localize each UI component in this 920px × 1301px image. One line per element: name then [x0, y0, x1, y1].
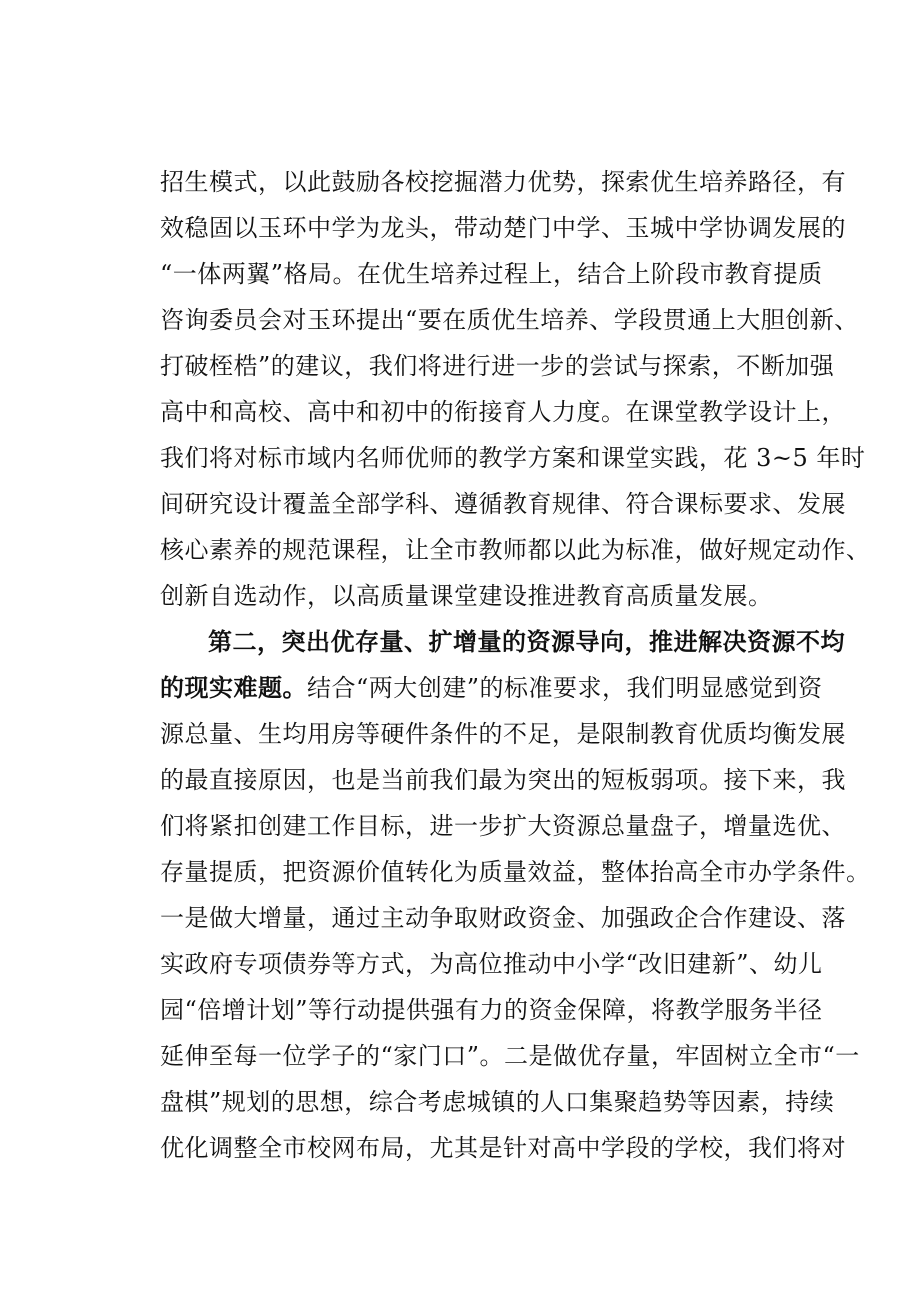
- section-heading-line: 第二，突出优存量、扩增量的资源导向，推进解决资源不均: [208, 627, 845, 656]
- paragraph-text: 结合“两大创建”的标准要求，我们明显感觉到资: [307, 674, 823, 702]
- paragraph-line: 效稳固以玉环中学为龙头，带动楚门中学、玉城中学协调发展的: [160, 214, 846, 242]
- paragraph-line-mixed: [160, 666, 823, 710]
- paragraph-line: 源总量、生均用房等硬件条件的不足，是限制教育优质均衡发展: [160, 720, 846, 748]
- paragraph-line: “一体两翼”格局。在优生培养过程上，结合上阶段市教育提质: [160, 260, 823, 288]
- paragraph-line: 创新自选动作，以高质量课堂建设推进教育高质量发展。: [160, 582, 773, 610]
- paragraph-line: 实政府专项债券等方式，为高位推动中小学“改旧建新”、幼儿: [160, 950, 823, 978]
- paragraph-line: 招生模式，以此鼓励各校挖掘潜力优势，探索优生培养路径，有: [160, 168, 846, 196]
- paragraph-line: 咨询委员会对玉环提出“要在质优生培养、学段贯通上大胆创新、: [160, 306, 859, 334]
- paragraph-line: 园“倍增计划”等行动提供强有力的资金保障，将教学服务半径: [160, 996, 823, 1024]
- paragraph-line: 我们将对标市域内名师优师的教学方案和课堂实践，花 3~5 年时: [160, 444, 866, 472]
- paragraph-line: 的最直接原因，也是当前我们最为突出的短板弱项。接下来，我: [160, 766, 846, 794]
- section-heading-tail: 的现实难题。: [160, 673, 307, 702]
- paragraph-line: 间研究设计覆盖全部学科、遵循教育规律、符合课标要求、发展: [160, 490, 846, 518]
- paragraph-line: 优化调整全市校网布局，尤其是针对高中学段的学校，我们将对: [160, 1134, 846, 1162]
- paragraph-line: 打破桎梏”的建议，我们将进行进一步的尝试与探索，不断加强: [160, 352, 835, 380]
- paragraph-line: 存量提质，把资源价值转化为质量效益，整体抬高全市办学条件。: [160, 858, 871, 886]
- paragraph-line: 们将紧扣创建工作目标，进一步扩大资源总量盘子，增量选优、: [160, 812, 846, 840]
- paragraph-line: 高中和高校、高中和初中的衔接育人力度。在课堂教学设计上，: [160, 398, 846, 426]
- paragraph-line: 核心素养的规范课程，让全市教师都以此为标准，做好规定动作、: [160, 536, 871, 564]
- paragraph-line: 盘棋”规划的思想，综合考虑城镇的人口集聚趋势等因素，持续: [160, 1088, 835, 1116]
- paragraph-line: 一是做大增量，通过主动争取财政资金、加强政企合作建设、落: [160, 904, 846, 932]
- paragraph-line: 延伸至每一位学子的“家门口”。二是做优存量，牢固树立全市“一: [160, 1042, 860, 1070]
